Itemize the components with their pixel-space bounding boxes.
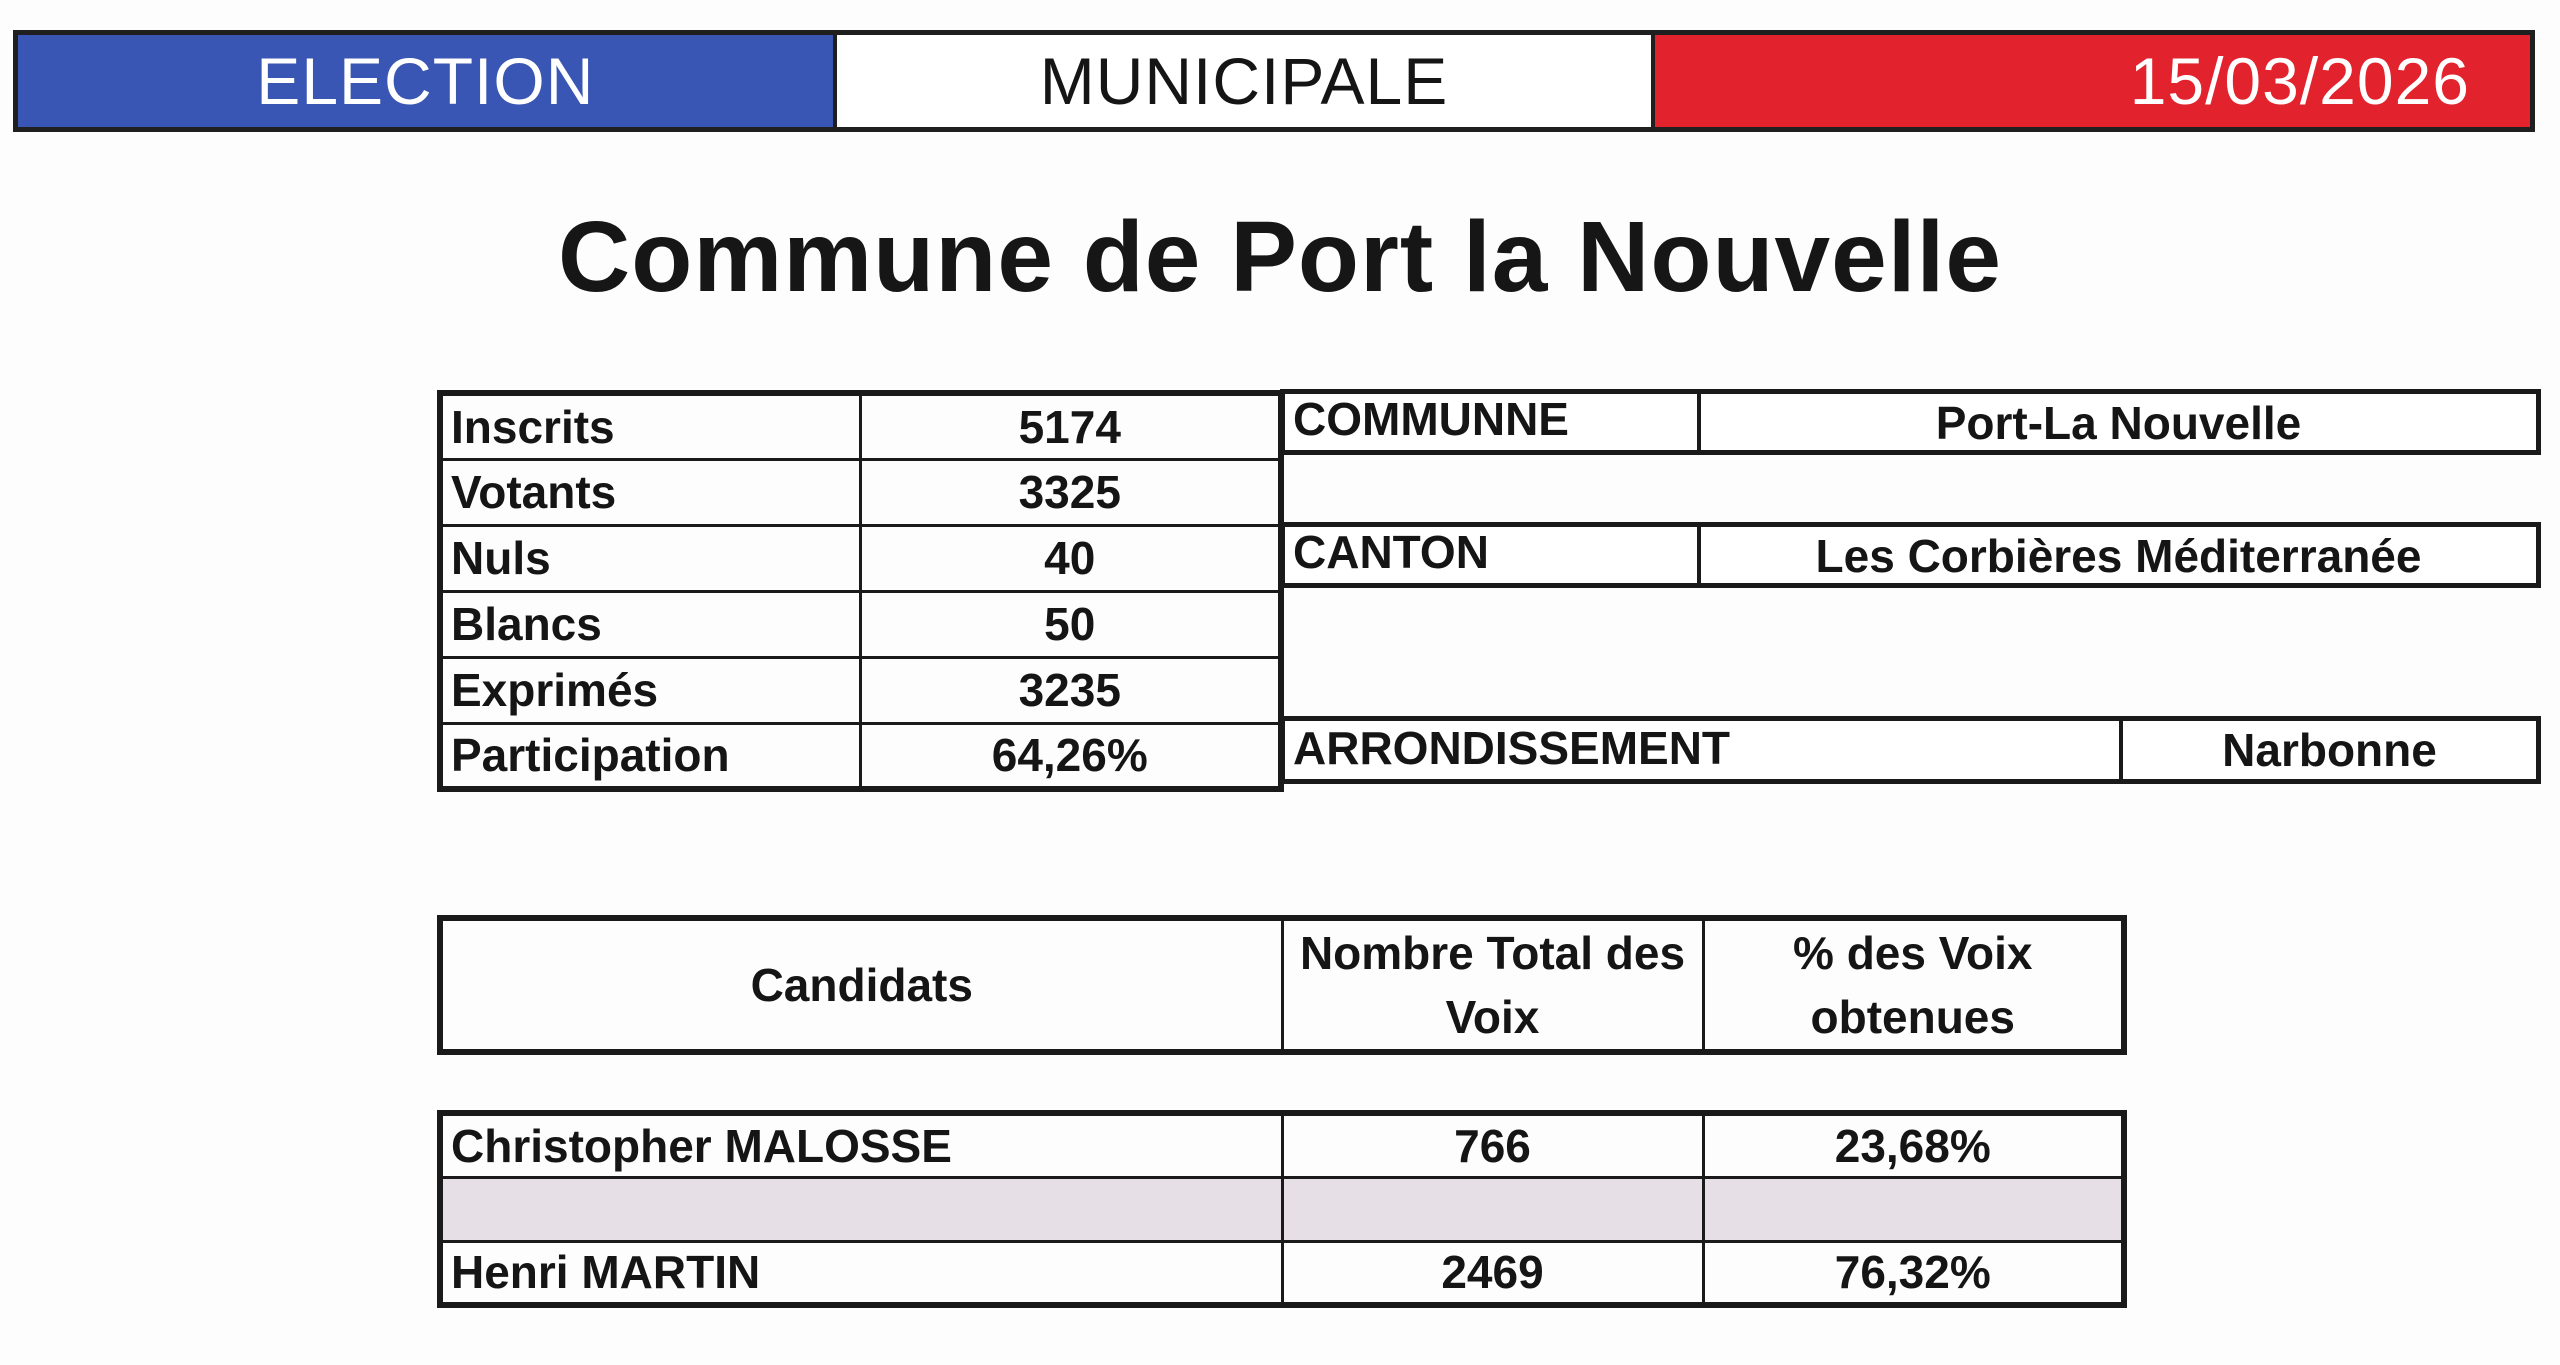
stat-row-blancs (440, 591, 1281, 657)
commune-label: COMMUNNE (1285, 394, 1701, 450)
header-candidates: Candidats (440, 918, 1282, 1052)
commune-value: Port-La Nouvelle (1935, 397, 2302, 449)
candidate-percent: 76,32% (1703, 1241, 2124, 1305)
commune-box (1280, 389, 2541, 455)
stat-row-participation (440, 723, 1281, 789)
stat-label: Participation (440, 723, 860, 789)
stat-row-inscrits (440, 393, 1281, 459)
banner-election-scope: MUNICIPALE (837, 35, 1656, 127)
canton-box (1280, 522, 2541, 588)
stat-label: Nuls (440, 525, 860, 591)
header-votes: Nombre Total des Voix (1282, 918, 1703, 1052)
candidate-name (440, 1177, 1282, 1241)
table-row (440, 1113, 2124, 1177)
results-table (437, 1110, 2127, 1308)
stat-row-votants (440, 459, 1281, 525)
election-banner (13, 30, 2535, 132)
stat-label: Votants (440, 459, 860, 525)
stat-row-exprimes (440, 657, 1281, 723)
stat-label: Inscrits (440, 393, 860, 459)
stat-value: 50 (860, 591, 1281, 657)
stat-label: Blancs (440, 591, 860, 657)
candidate-votes: 766 (1282, 1113, 1703, 1177)
candidate-name: Christopher MALOSSE (440, 1113, 1282, 1177)
stat-row-nuls (440, 525, 1281, 591)
header-percent: % des Voix obtenues (1703, 918, 2124, 1052)
arrondissement-box (1280, 716, 2541, 784)
canton-label: CANTON (1285, 527, 1701, 583)
banner-election-date: 15/03/2026 (1655, 35, 2530, 127)
stat-value: 3325 (860, 459, 1281, 525)
stat-label: Exprimés (440, 657, 860, 723)
stat-value: 40 (860, 525, 1281, 591)
turnout-table (437, 390, 1284, 792)
table-row-empty (440, 1177, 2124, 1241)
table-row (440, 1241, 2124, 1305)
candidate-percent: 23,68% (1703, 1113, 2124, 1177)
arrondissement-label: ARRONDISSEMENT (1285, 721, 2123, 779)
page-title: Commune de Port la Nouvelle (558, 201, 2002, 313)
banner-election-type: ELECTION (18, 35, 837, 127)
results-header-table (437, 915, 2127, 1055)
arrondissement-value: Narbonne (2222, 724, 2437, 776)
stat-value: 5174 (860, 393, 1281, 459)
candidate-percent (1703, 1177, 2124, 1241)
results-header-row (440, 918, 2124, 1052)
candidate-votes (1282, 1177, 1703, 1241)
candidate-votes: 2469 (1282, 1241, 1703, 1305)
stat-value: 64,26% (860, 723, 1281, 789)
candidate-name: Henri MARTIN (440, 1241, 1282, 1305)
stat-value: 3235 (860, 657, 1281, 723)
canton-value: Les Corbières Méditerranée (1815, 530, 2422, 582)
